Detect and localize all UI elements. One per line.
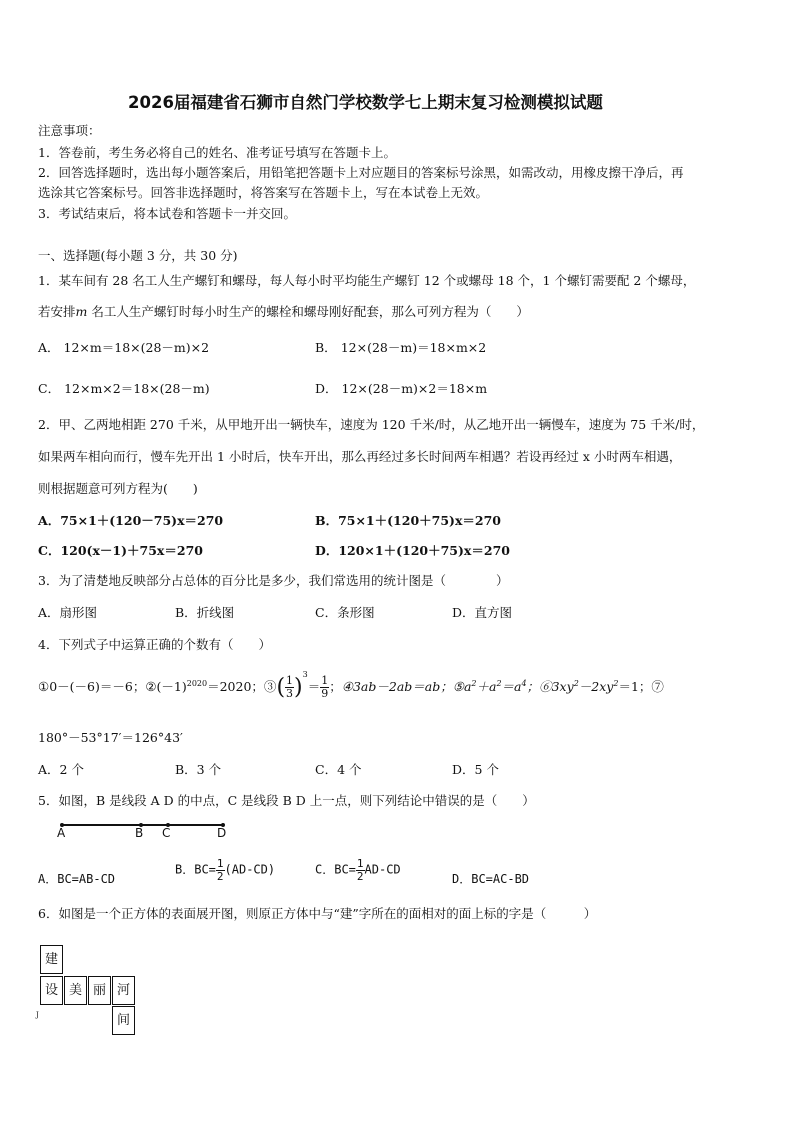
q4-expr-3: ③( $\frac{1}{3}$ )$^3$＝ $\frac{1}{9}$ ； (263, 670, 342, 700)
q1-line-1: 1．某车间有 28 名工人生产螺钉和螺母，每人每小时平均能生产螺钉 12 个或螺母 18 个，1 个螺钉需要配 2 个螺母， (38, 273, 696, 288)
q4-expr-5-exp-2: 2 (496, 678, 502, 688)
q1-option-b-label: B． (315, 340, 337, 355)
section-heading: 一、选择题(每小题 3 分，共 30 分) (38, 248, 238, 263)
q1-option-a-label: A． (38, 340, 60, 355)
q1-option-d-text: 12×(28－m)×2＝18×m (341, 381, 488, 396)
q5-option-b-num: 1 (216, 857, 224, 870)
q5-line-1: 5．如图，B 是线段 A D 的中点，C 是线段 B D 上一点，则下列结论中错误的是（ ） (38, 793, 535, 808)
q3-option-b: B．折线图 (175, 605, 235, 620)
q4-line-1: 4．下列式子中运算正确的个数有（ ） (38, 637, 271, 652)
q5-point-a-label: A (57, 826, 66, 840)
notice-line-3: 选涂其它答案标号。回答非选择题时，将答案写在答题卡上，写在本试卷上无效。 (38, 185, 489, 200)
q4-option-a: A．2 个 (38, 762, 84, 777)
q1-option-a-text: 12×m＝18×(28－m)×2 (63, 340, 210, 355)
q4-option-d: D．5 个 (452, 762, 499, 777)
q6-cell-mei: 美 (64, 976, 87, 1005)
q5-option-c (315, 858, 401, 882)
q5-point-d-label: D (217, 826, 227, 840)
q1-option-d-label: D． (315, 381, 338, 396)
q4-expr-5-c: ＝a (501, 679, 522, 694)
q4-expr-3-end: ； (329, 679, 342, 694)
q4-expr-5 (453, 679, 539, 694)
q5-option-c-pre: C．BC= (315, 862, 356, 877)
q4-expr-3-den: 3 (286, 687, 294, 700)
q4-expr-1: ①0－(－6)＝－6； (38, 679, 146, 694)
q1-option-c-label: C． (38, 381, 61, 396)
q5-option-b-den: 2 (216, 869, 224, 883)
q5-option-d: D．BC=AC-BD (452, 872, 530, 886)
q4-expr-5-exp-1: 2 (471, 678, 477, 688)
q4-expr-5-a: ⑤a (452, 679, 472, 694)
q4-expr-3-fraction (285, 675, 294, 699)
q6-cell-jian: 建 (40, 945, 63, 974)
q4-expr-2-exp: 2020 (186, 678, 208, 688)
q5-option-c-num: 1 (356, 857, 364, 870)
q5-option-b-pre: B．BC= (175, 862, 216, 877)
q4-expr-2 (145, 679, 264, 694)
q5-point-c-label: C (162, 826, 171, 840)
q5-option-b-post: (AD-CD) (224, 862, 276, 877)
q3-option-d: D．直方图 (452, 605, 513, 620)
q4-expr-3-rden: 9 (321, 687, 329, 700)
q4-expr-3-eq: ＝ (307, 679, 321, 694)
q6-cell-li: 丽 (88, 976, 111, 1005)
q1-option-d (315, 379, 487, 397)
q2-option-a: A．75×1＋(120－75)x＝270 (38, 513, 224, 528)
q1-option-b (315, 338, 486, 356)
q1-option-c-text: 12×m×2＝18×(28－m) (64, 381, 210, 396)
q5-option-b-fraction (216, 858, 225, 882)
q6-small-mark: J (36, 1011, 39, 1019)
q4-expr-2-base: ②(－1) (145, 679, 187, 694)
q5-option-c-fraction (356, 858, 365, 882)
q2-line-2: 如果两车相向而行，慢车先开出 1 小时后，快车开出，那么再经过多长时间两车相遇？若设再经过 x 小时两车相遇， (38, 449, 682, 464)
q1-line-2-post: 名工人生产螺钉时每小时生产的螺栓和螺母刚好配套，那么可列方程为（ ） (87, 304, 529, 319)
q1-line-2 (38, 302, 529, 320)
q1-option-c (38, 379, 210, 397)
q5-option-b (175, 858, 275, 882)
q1-line-2-pre: 若安排 (38, 304, 76, 319)
notice-heading: 注意事项： (38, 123, 101, 138)
notice-line-2: 2．回答选择题时，选出每小题答案后，用铅笔把答题卡上对应题目的答案标号涂黑，如需改动，用橡皮擦干净后，再 (38, 165, 684, 180)
q5-option-c-post: AD-CD (364, 862, 401, 877)
q4-expr-3-result (320, 675, 329, 699)
q3-option-a: A．扇形图 (38, 605, 98, 620)
q4-expr-6-c: ＝1；⑦ (618, 679, 664, 694)
q4-expr-4: ④3ab－2ab＝ab； (341, 679, 453, 694)
q4-expr-6-a: ⑥3xy (539, 679, 574, 694)
q1-option-b-text: 12×(28－m)＝18×m×2 (340, 340, 487, 355)
q2-option-d: D．120×1＋(120＋75)x＝270 (315, 543, 510, 558)
page-title: 2026届福建省石狮市自然门学校数学七上期末复习检测模拟试题 (128, 93, 603, 112)
q4-expression-line (38, 670, 664, 700)
q3-option-c: C．条形图 (315, 605, 375, 620)
q5-point-b-label: B (135, 826, 144, 840)
q2-line-1: 2．甲、乙两地相距 270 千米，从甲地开出一辆快车，速度为 120 千米/时，从乙地开出一辆慢车，速度为 75 千米/时， (38, 417, 705, 432)
q4-expr-3-num: 1 (286, 674, 294, 688)
q6-line-1: 6．如图是一个正方体的表面展开图，则原正方体中与“建”字所在的面相对的面上标的字是（ ） (38, 906, 597, 921)
q4-option-b: B．3 个 (175, 762, 222, 777)
q4-expr-6 (539, 679, 664, 694)
q4-expr-3-label: ③ (263, 679, 277, 694)
q4-expr-5-b: ＋a (476, 679, 497, 694)
q4-expr-6-b: －2xy (578, 679, 614, 694)
q5-option-c-den: 2 (356, 869, 364, 883)
q4-expr-6-exp-1: 2 (573, 678, 579, 688)
notice-line-1: 1．答卷前，考生务必将自己的姓名、准考证号填写在答题卡上。 (38, 145, 396, 160)
q1-option-a (38, 338, 209, 356)
q4-option-c: C．4 个 (315, 762, 362, 777)
q2-option-b: B．75×1＋(120＋75)x＝270 (315, 513, 501, 528)
q4-expr-3-rnum: 1 (321, 674, 329, 688)
q6-cell-jian2: 间 (112, 1006, 135, 1035)
notice-line-4: 3．考试结束后，将本试卷和答题卡一并交回。 (38, 206, 296, 221)
q2-option-c: C．120(x－1)＋75x＝270 (38, 543, 203, 558)
q4-expr-7: 180°－53°17′＝126°43′ (38, 730, 183, 745)
q1-var-m: m (75, 304, 88, 319)
q5-option-a: A．BC=AB-CD (38, 872, 116, 886)
q3-line-1: 3．为了清楚地反映部分占总体的百分比是多少，我们常选用的统计图是（ ） (38, 573, 509, 588)
q4-expr-3-exp: 3 (302, 670, 308, 679)
q4-expr-5-d: ； (526, 679, 540, 694)
q4-expr-5-exp-3: 4 (521, 678, 527, 688)
q6-cell-he: 河 (112, 976, 135, 1005)
q4-expr-6-exp-2: 2 (613, 678, 619, 688)
q2-line-3: 则根据题意可列方程为( ) (38, 481, 198, 496)
q6-cell-she: 设 (40, 976, 63, 1005)
q4-expr-2-end: ＝2020； (207, 679, 264, 694)
